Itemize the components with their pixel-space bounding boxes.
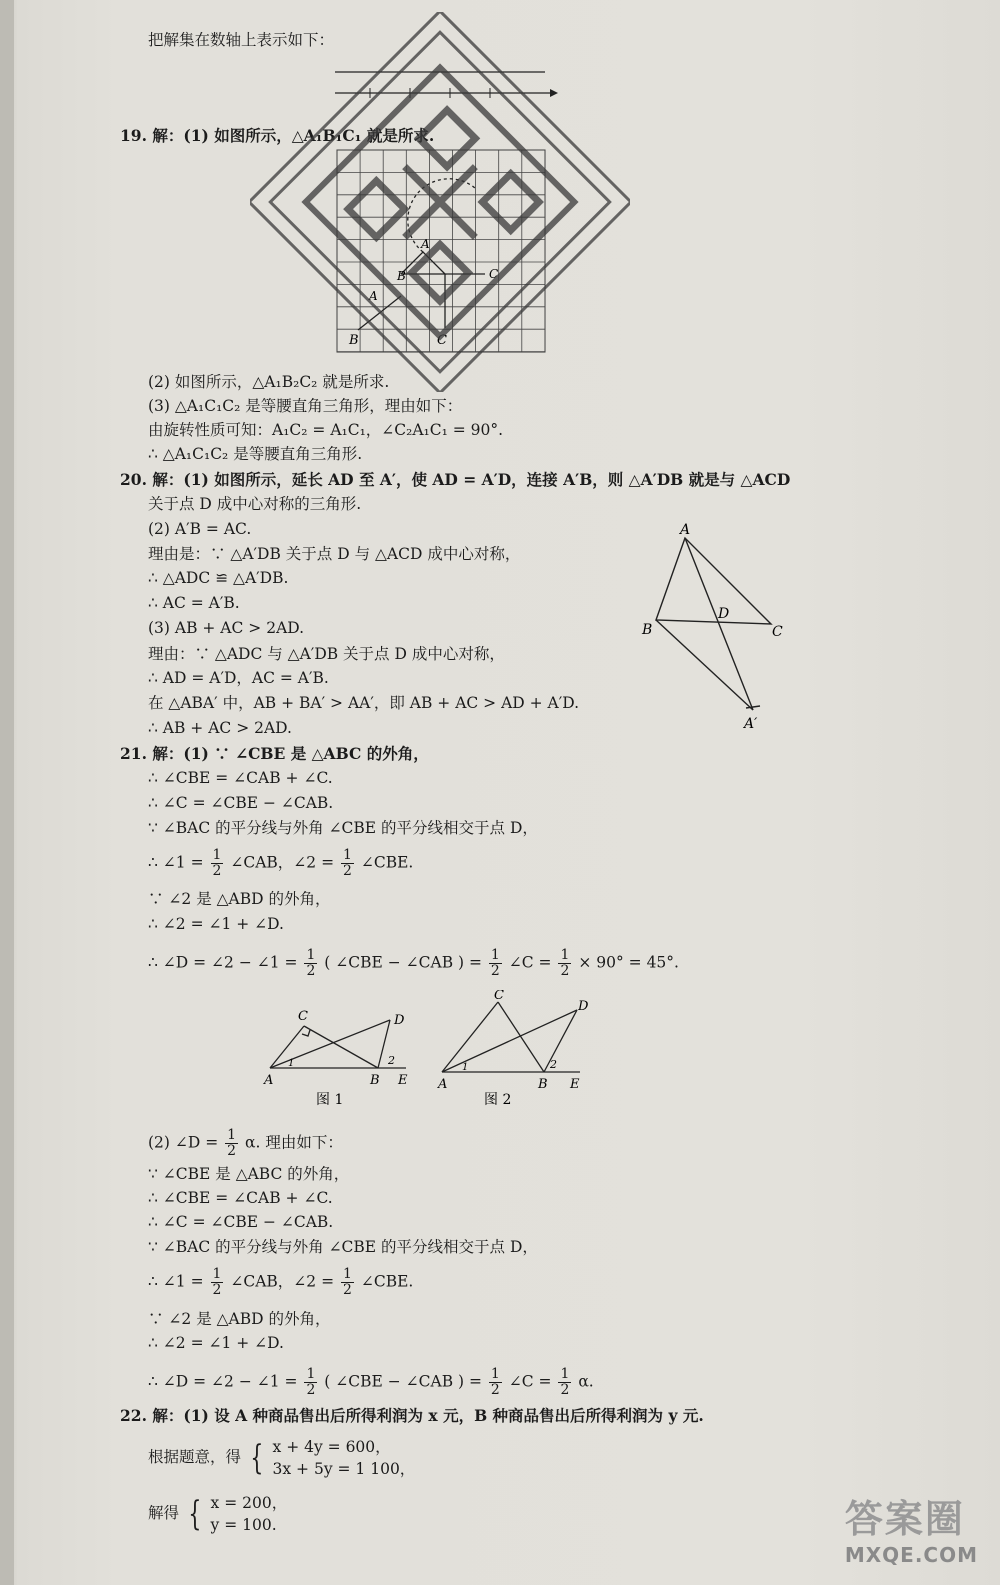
q22-heading: 22. 解：(1) 设 A 种商品售出后所得利润为 x 元，B 种商品售出后所得利润为 y 元. [120, 1406, 704, 1425]
fraction-half [304, 1367, 317, 1398]
fig1-angle-1: 1 [288, 1058, 295, 1069]
text-line-fraction [148, 1128, 343, 1159]
q21-figure-1 [258, 1000, 418, 1110]
text-segment: ∠CBE. [360, 853, 414, 872]
fig2-label-b: B [538, 1077, 548, 1092]
text-line: ∴ △A₁C₁C₂ 是等腰直角三角形. [148, 445, 363, 463]
fig20-label-d: D [718, 606, 730, 622]
text-segment: ∴ ∠1 = [148, 853, 204, 872]
text-line: ∴ AD = A′D，AC = A′B. [148, 669, 329, 687]
fig2-caption: 图 2 [484, 1092, 512, 1108]
equation-line: y = 100. [210, 1516, 277, 1534]
text-segment: ( ∠CBE − ∠CAB ) = [324, 953, 482, 972]
text-line: ∵ ∠2 是 △ABD 的外角， [148, 890, 331, 908]
text-line: 把解集在数轴上表示如下： [148, 31, 335, 49]
text-line: 关于点 D 成中心对称的三角形. [148, 495, 362, 513]
equation-line: x + 4y = 600， [272, 1438, 391, 1456]
grid-label-a: A [369, 289, 378, 303]
fraction-numerator: 1 [306, 947, 316, 963]
text-line: ∵ ∠BAC 的平分线与外角 ∠CBE 的平分线相交于点 D， [148, 1238, 538, 1256]
text-segment: 解得 [148, 1504, 180, 1522]
text-line: ∴ ∠C = ∠CBE − ∠CAB. [148, 1213, 334, 1231]
text-line: 理由：∵ △ADC 与 △A′DB 关于点 D 成中心对称， [148, 645, 505, 663]
fig2-angle-2: 2 [550, 1058, 557, 1071]
grid-label-c1: C [489, 267, 499, 281]
text-segment: ( ∠CBE − ∠CAB ) = [324, 1372, 482, 1391]
text-segment: × 90° = 45°. [578, 953, 679, 972]
text-line: ∵ ∠CBE 是 △ABC 的外角， [148, 1165, 350, 1183]
text-segment: ∴ ∠D = ∠2 − ∠1 = [148, 953, 298, 972]
fraction-numerator: 1 [490, 947, 500, 963]
text-line: ∵ ∠2 是 △ABD 的外角， [148, 1310, 331, 1328]
fraction-numerator: 1 [212, 1266, 222, 1282]
q20-heading: 20. 解：(1) 如图所示，延长 AD 至 A′，使 AD = A′D，连接 A′B，则 △A′DB 就是与 △ACD [120, 470, 791, 489]
fig2-label-a: A [438, 1077, 448, 1092]
text-segment: ∴ ∠D = ∠2 − ∠1 = [148, 1372, 298, 1391]
fraction-numerator: 1 [490, 1366, 500, 1382]
text-segment: ∠CBE. [360, 1272, 414, 1291]
fraction-numerator: 1 [560, 947, 570, 963]
text-line: (2) A′B = AC. [148, 520, 252, 538]
fraction-denominator: 2 [490, 963, 500, 979]
fraction-half [489, 948, 502, 979]
fig20-label-c: C [772, 624, 783, 640]
text-segment: ∴ ∠1 = [148, 1272, 204, 1291]
fraction-half [558, 1367, 571, 1398]
fraction-half [558, 948, 571, 979]
text-line: 由旋转性质可知：A₁C₂ = A₁C₁，∠C₂A₁C₁ = 90°. [148, 421, 504, 439]
text-line: (3) AB + AC > 2AD. [148, 619, 305, 637]
text-line: (3) △A₁C₁C₂ 是等腰直角三角形，理由如下： [148, 397, 463, 415]
text-segment: (2) ∠D = [148, 1133, 219, 1152]
q20-triangle-figure [638, 520, 798, 735]
fraction-numerator: 1 [343, 1266, 352, 1282]
text-segment: ∠CAB，∠2 = [230, 1272, 335, 1291]
equation-line: 3x + 5y = 1 100， [272, 1460, 416, 1478]
fraction-half [225, 1128, 238, 1159]
text-line-fraction [148, 1267, 413, 1298]
seal-stamp-watermark [250, 12, 630, 392]
fraction-numerator: 1 [212, 847, 222, 863]
text-line: ∴ △ADC ≌ △A′DB. [148, 569, 289, 587]
watermark-logo: 答案圈 [844, 1497, 965, 1541]
fig1-caption: 图 1 [316, 1092, 344, 1108]
book-spine-shadow [0, 0, 14, 1585]
fig2-label-c: C [494, 990, 504, 1003]
fraction-half [211, 848, 224, 879]
fraction-denominator: 2 [306, 963, 316, 979]
text-line: 在 △ABA′ 中，AB + BA′ > AA′，即 AB + AC > AD + A′D. [148, 694, 580, 712]
equation-line: x = 200， [210, 1494, 288, 1512]
fraction-numerator: 1 [227, 1127, 237, 1143]
fraction-half [489, 1367, 502, 1398]
text-line-fraction [148, 848, 413, 879]
text-line-fraction [148, 948, 679, 979]
fig1-label-a: A [264, 1073, 274, 1088]
text-line: (2) 如图所示，△A₁B₂C₂ 就是所求. [148, 373, 390, 391]
fig20-label-a-prime: A′ [744, 716, 758, 732]
text-line: ∴ ∠C = ∠CBE − ∠CAB. [148, 794, 334, 812]
text-line: ∴ ∠CBE = ∠CAB + ∠C. [148, 1189, 333, 1207]
fig1-label-c: C [298, 1009, 308, 1024]
fraction-half [211, 1267, 224, 1298]
fraction-denominator: 2 [212, 863, 222, 879]
fraction-denominator: 2 [490, 1382, 500, 1398]
text-line: ∴ ∠2 = ∠1 + ∠D. [148, 1334, 284, 1352]
grid-label-b: B [349, 333, 359, 348]
fig2-angle-1: 1 [462, 1062, 469, 1073]
text-segment: ∠C = [508, 1372, 552, 1391]
fraction-numerator: 1 [343, 847, 352, 863]
equation-stack [273, 1436, 416, 1480]
equation-stack [211, 1492, 288, 1536]
text-line: ∵ ∠BAC 的平分线与外角 ∠CBE 的平分线相交于点 D， [148, 819, 538, 837]
fig1-angle-2: 2 [388, 1054, 395, 1067]
fraction-half [341, 1267, 354, 1298]
fig2-label-d: D [578, 999, 589, 1014]
fraction-denominator: 2 [227, 1143, 237, 1159]
fig20-label-a: A [680, 522, 691, 538]
q21-heading: 21. 解：(1) ∵ ∠CBE 是 △ABC 的外角， [120, 744, 429, 763]
text-segment: 根据题意，得 [148, 1448, 242, 1466]
fraction-denominator: 2 [343, 1282, 352, 1298]
fraction-numerator: 1 [306, 1366, 316, 1382]
fraction-denominator: 2 [212, 1282, 222, 1298]
text-line: 理由是：∵ △A′DB 关于点 D 与 △ACD 成中心对称， [148, 545, 521, 563]
fraction-denominator: 2 [343, 863, 352, 879]
grid-label-a1: A [421, 237, 430, 251]
fig1-label-e: E [398, 1073, 408, 1088]
grid-label-b1: B [397, 269, 406, 283]
equation-system [148, 1436, 415, 1480]
fraction-denominator: 2 [560, 963, 570, 979]
text-line: ∴ ∠2 = ∠1 + ∠D. [148, 915, 284, 933]
text-segment: ∠CAB，∠2 = [230, 853, 335, 872]
fraction-half [341, 848, 354, 879]
brace-symbol: { [188, 1494, 202, 1534]
text-segment: α. [578, 1372, 594, 1391]
fraction-numerator: 1 [560, 1366, 570, 1382]
q19-heading: 19. 解：(1) 如图所示，△A₁B₁C₁ 就是所求. [120, 126, 435, 145]
fraction-denominator: 2 [306, 1382, 316, 1398]
brace-symbol: { [250, 1438, 264, 1478]
fraction-denominator: 2 [560, 1382, 570, 1398]
text-segment: α. 理由如下： [245, 1133, 343, 1152]
watermark-url: MXQE.COM [844, 1543, 978, 1567]
text-segment: ∠C = [508, 953, 552, 972]
fig1-label-d: D [394, 1013, 405, 1028]
text-line: ∴ AB + AC > 2AD. [148, 719, 292, 737]
fraction-half [304, 948, 317, 979]
fig20-label-b: B [642, 622, 653, 638]
equation-solution [148, 1492, 287, 1536]
text-line: ∴ AC = A′B. [148, 594, 240, 612]
text-line: ∴ ∠CBE = ∠CAB + ∠C. [148, 769, 333, 787]
fig1-label-b: B [370, 1073, 380, 1088]
text-line-fraction [148, 1367, 594, 1398]
site-watermark [845, 1488, 978, 1567]
q21-figure-2 [432, 990, 597, 1110]
fig2-label-e: E [570, 1077, 580, 1092]
grid-label-c: C [437, 333, 447, 348]
